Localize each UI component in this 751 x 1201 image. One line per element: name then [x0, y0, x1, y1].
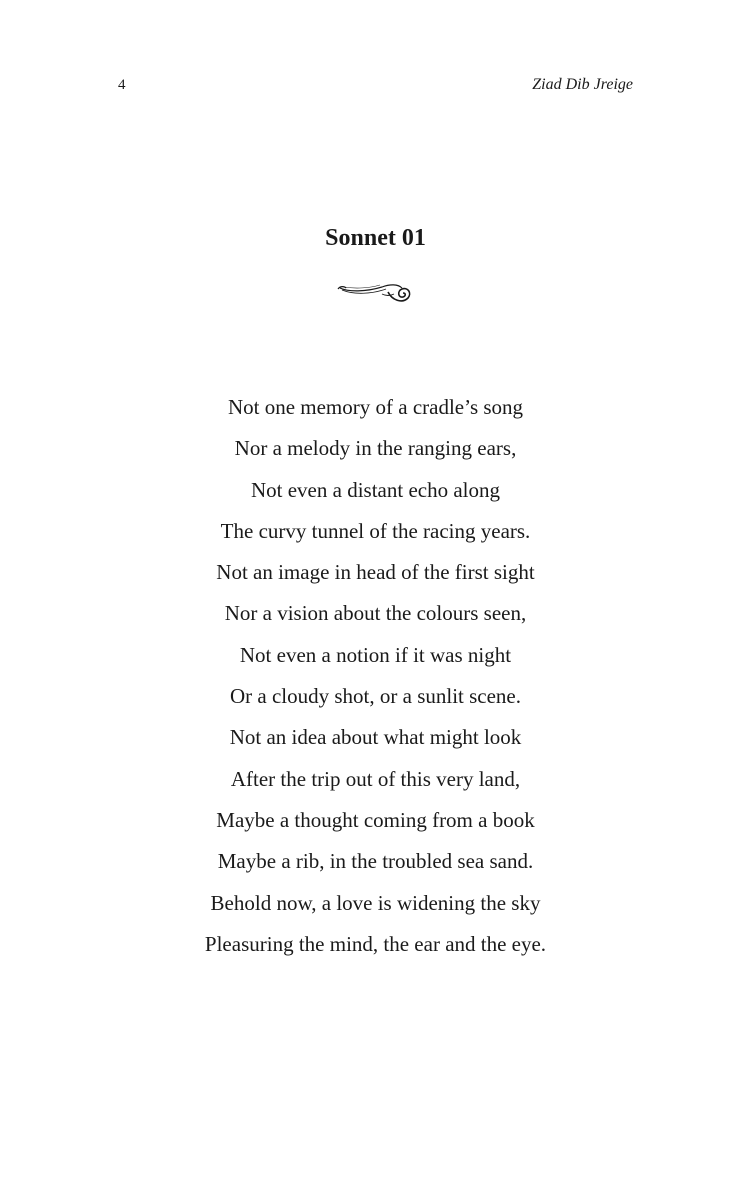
sonnet-lines [0, 393, 751, 971]
sonnet-title: Sonnet 01 [325, 225, 426, 251]
poem-line: The curvy tunnel of the racing years. [220, 518, 531, 543]
poem-line: Not even a distant echo along [250, 477, 500, 502]
poem-line: After the trip out of this very land, [230, 766, 521, 791]
poem-line: Or a cloudy shot, or a sunlit scene. [229, 684, 522, 709]
poem-line: Not one memory of a cradle’s song [227, 395, 524, 419]
poem-line: Nor a melody in the ranging ears, [234, 436, 517, 461]
poem-line: Pleasuring the mind, the ear and the eye. [204, 931, 547, 956]
poem-line: Maybe a rib, in the troubled sea sand. [217, 849, 534, 874]
flourish-ornament-icon [336, 278, 414, 308]
page-number: 4 [118, 77, 126, 93]
running-head-author: Ziad Dib Jreige [532, 76, 633, 93]
poem-line: Not an idea about what might look [229, 725, 522, 750]
poem-line: Behold now, a love is widening the sky [210, 890, 541, 915]
poem-line: Not an image in head of the first sight [216, 560, 535, 585]
poem-line: Not even a notion if it was night [239, 642, 512, 667]
poem-line: Nor a vision about the colours seen, [224, 601, 527, 626]
poem-line: Maybe a thought coming from a book [216, 807, 535, 832]
